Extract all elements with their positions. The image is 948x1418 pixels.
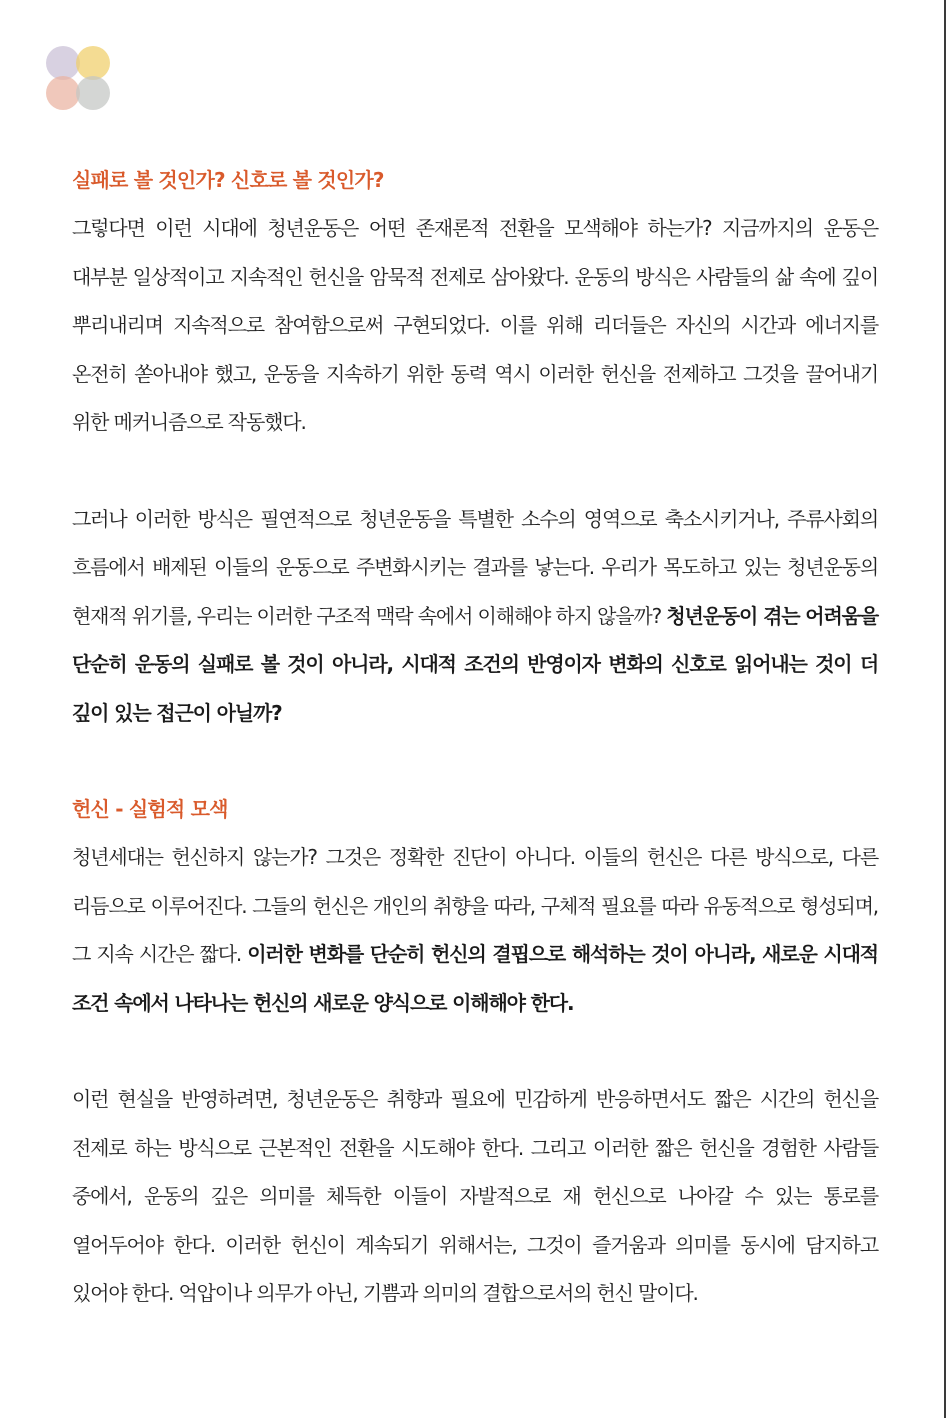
emphasis-text: 이러한 변화를 단순히 헌신의 결핍으로 해석하는 것이 아니라, 새로운 시대적 조건 속에서 나타나는 헌신의 새로운 양식으로 이해해야 한다. <box>72 942 878 1015</box>
section-heading-commitment: 헌신 - 실험적 모색 <box>72 797 228 821</box>
logo-circle-peach <box>46 76 80 110</box>
article-body <box>72 156 878 1318</box>
logo-circle-yellow <box>76 46 110 80</box>
logo-circle-purple <box>46 46 80 80</box>
paragraph-with-emphasis <box>72 495 878 738</box>
paragraph-gap <box>72 737 878 785</box>
logo-circle-gray <box>76 76 110 110</box>
paragraph: 이런 현실을 반영하려면, 청년운동은 취향과 필요에 민감하게 반응하면서도 짧은 시간의 헌신을 전제로 하는 방식으로 근본적인 전환을 시도해야 한다. 그리고 이러한 짧은 헌신을 경험한 사람들 중에서, 운동의 깊은 의미를 체득한 이들이 자발적으로 재 헌신으로 나아갈 수 있는 통로를 열어두어야 한다. 이러한 헌신이 계속되기 위해서는, 그것이 즐거움과 의미를 동시에 담지하고 있어야 한다. 억압이나 의무가 아닌, 기쁨과 의미의 결합으로서의 헌신 말이다. <box>72 1087 878 1305</box>
paragraph-gap <box>72 1027 878 1075</box>
paragraph-gap <box>72 447 878 495</box>
paragraph-text: 청년세대는 헌신하지 않는가? 그것은 정확한 진단이 아니다. 이들의 헌신은 다른 방식으로, 다른 리듬으로 이루어진다. 그들의 헌신은 개인의 취향을 따라, 구체적 필요를 따라 유동적으로 형성되며, 그 지속 시간은 짧다. <box>72 845 878 966</box>
paragraph-with-emphasis <box>72 833 878 1027</box>
paragraph: 그렇다면 이런 시대에 청년운동은 어떤 존재론적 전환을 모색해야 하는가? 지금까지의 운동은 대부분 일상적이고 지속적인 헌신을 암묵적 전제로 삼아왔다. 운동의 방식은 사람들의 삶 속에 깊이 뿌리내리며 지속적으로 참여함으로써 구현되었다. 이를 위해 리더들은 자신의 시간과 에너지를 온전히 쏟아내야 했고, 운동을 지속하기 위한 동력 역시 이러한 헌신을 전제하고 그것을 끌어내기 위한 메커니즘으로 작동했다. <box>72 216 878 434</box>
paragraph-text: 그러나 이러한 방식은 필연적으로 청년운동을 특별한 소수의 영역으로 축소시키거나, 주류사회의 흐름에서 배제된 이들의 운동으로 주변화시키는 결과를 낳는다. 우리가 목도하고 있는 청년운동의 현재적 위기를, 우리는 이러한 구조적 맥락 속에서 이해해야 하지 않을까? <box>72 506 878 628</box>
page-edge-rule <box>944 0 946 1418</box>
section-heading-failure-or-signal: 실패로 볼 것인가? 신호로 볼 것인가? <box>72 168 384 192</box>
four-circles-logo-icon <box>46 46 112 112</box>
emphasis-text: 청년운동이 겪는 어려움을 단순히 운동의 실패로 볼 것이 아니라, 시대적 조건의 반영이자 변화의 신호로 읽어내는 것이 더 깊이 있는 접근이 아닐까? <box>72 603 878 725</box>
